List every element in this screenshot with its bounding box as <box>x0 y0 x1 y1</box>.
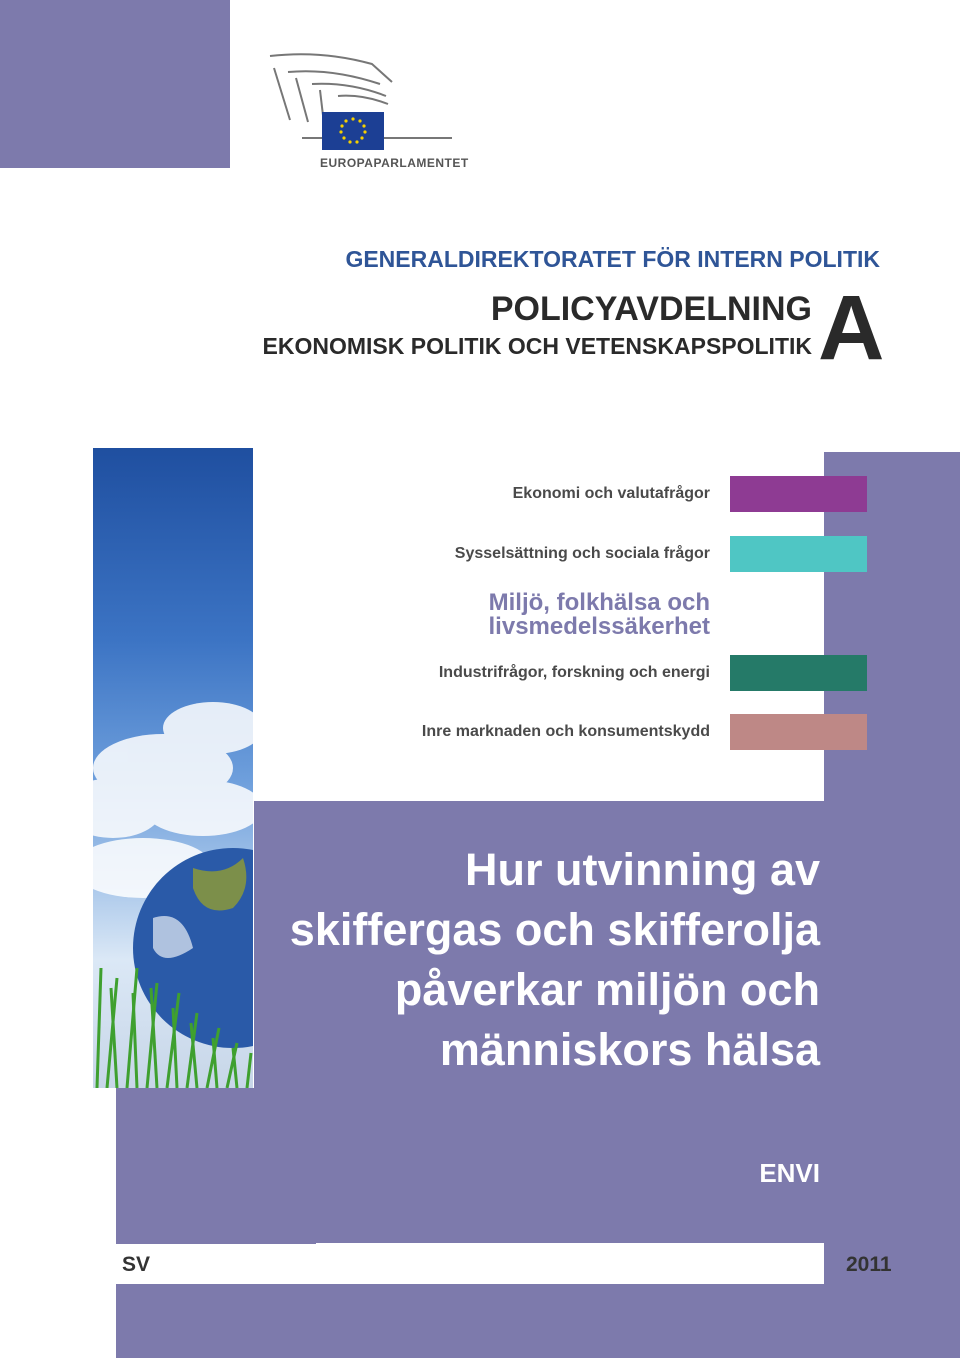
category-internal-market: Inre marknaden och konsumentskydd <box>421 723 710 740</box>
directorate-title: GENERALDIREKTORATET FÖR INTERN POLITIK <box>345 246 880 272</box>
cover-photo <box>93 448 253 1088</box>
document-title: Hur utvinning av skiffergas och skifferolja påverkar miljön och människors hälsa <box>289 844 820 1075</box>
footer-white-band <box>116 1244 824 1284</box>
committee-code: ENVI <box>759 1158 820 1188</box>
logo-text: EUROPAPARLAMENTET <box>320 156 469 170</box>
category-industry-bar <box>730 655 867 691</box>
category-industry: Industrifrågor, forskning och energi <box>438 664 710 681</box>
language-code: SV <box>122 1253 151 1276</box>
department-title: POLICYAVDELNING <box>490 290 812 328</box>
category-economy-bar <box>730 476 867 512</box>
bottom-band <box>116 1284 960 1358</box>
category-environment: Miljö, folkhälsa och livsmedelssäkerhet <box>488 589 710 640</box>
top-corner-block <box>0 0 230 168</box>
lower-left-panel <box>116 1088 316 1244</box>
publication-year: 2011 <box>846 1253 892 1276</box>
department-subtitle: EKONOMISK POLITIK OCH VETENSKAPSPOLITIK <box>262 333 812 359</box>
department-letter: A <box>818 277 885 379</box>
category-employment-bar <box>730 536 867 572</box>
earth-grass-illustration <box>93 448 253 1088</box>
category-employment: Sysselsättning och sociala frågor <box>454 545 710 562</box>
category-economy: Ekonomi och valutafrågor <box>512 485 710 502</box>
category-internal-market-bar <box>730 714 867 750</box>
